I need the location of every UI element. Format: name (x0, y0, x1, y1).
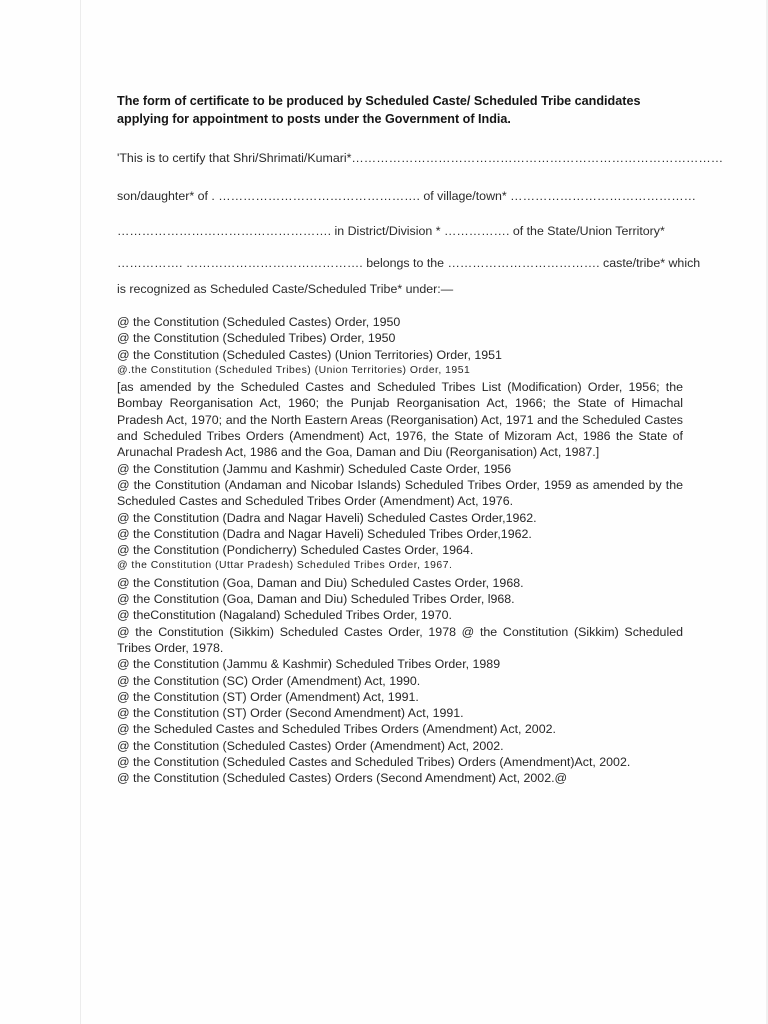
order-item: @ the Constitution (SC) Order (Amendment) Act, 1990. (117, 673, 421, 688)
form-line-caste-tribe: ……………. ……………………………………. belongs to the ………………………………. caste/tribe* which (117, 256, 701, 270)
order-item: @ the Constitution (Uttar Pradesh) Scheduled Tribes Order, 1967. (117, 560, 453, 572)
order-item: @ theConstitution (Nagaland) Scheduled Tribes Order, 1970. (117, 608, 452, 623)
order-item: @ the Constitution (Jammu and Kashmir) Scheduled Caste Order, 1956 (117, 461, 512, 476)
form-line-parent-village: son/daughter* of . …………………………………………. of village/town* ……………………………………… (117, 189, 697, 203)
form-heading: The form of certificate to be produced by Scheduled Caste/ Scheduled Tribe candidates applying for appointment to posts under the Government of India. (117, 94, 641, 126)
order-item: @ the Constitution (Scheduled Tribes) Order, 1950 (117, 331, 396, 346)
form-line-name: 'This is to certify that Shri/Shrimati/Kumari*……………………………………………………………………………… (117, 151, 724, 165)
scan-edge-left (80, 0, 81, 1024)
order-item: @ the Constitution (Dadra and Nagar Haveli) Scheduled Tribes Order,1962. (117, 526, 532, 541)
amendment-paragraph: [as amended by the Scheduled Castes and Scheduled Tribes List (Modification) Order, 1956; the Bombay Reorganisation Act, 1960; the Punjab Reorganisation Act, 1966; the State of Himachal Pradesh Act, 1970; and the North Eastern Areas (Reorganisation) Act, 1971 and the Scheduled Castes and Scheduled Tribes Orders (Amendment) Act, 1976, the State of Mizoram Act, 1986 the State of Arunachal Pradesh Act, 1986 and the Goa, Daman and Diu (Reorganisation) Act, 1987.] (117, 380, 683, 460)
order-item: @ the Constitution (Goa, Daman and Diu) Scheduled Castes Order, 1968. (117, 575, 524, 590)
order-item: @ the Constitution (Scheduled Castes and Scheduled Tribes) Orders (Amendment)Act, 2002. (117, 755, 631, 770)
form-line-recognized-under: is recognized as Scheduled Caste/Scheduled Tribe* under:— (117, 282, 454, 296)
certificate-content (117, 92, 724, 787)
order-item: @.the Constitution (Scheduled Tribes) (Union Territories) Order, 1951 (117, 364, 471, 376)
order-item: @ the Constitution (Sikkim) Scheduled Castes Order, 1978 @ the Constitution (Sikkim) Scheduled Tribes Order, 1978. (117, 624, 683, 655)
order-item: @ the Constitution (ST) Order (Amendment) Act, 1991. (117, 689, 419, 704)
form-line-district-state: ……………………………………………. in District/Division * ……………. of the State/Union Territory* (117, 224, 665, 238)
order-item: @ the Constitution (Scheduled Castes) Orders (Second Amendment) Act, 2002.@ (117, 771, 568, 786)
order-item: @ the Constitution (Pondicherry) Scheduled Castes Order, 1964. (117, 543, 474, 558)
order-item: @ the Constitution (Scheduled Castes) Order (Amendment) Act, 2002. (117, 738, 504, 753)
order-item: @ the Constitution (Andaman and Nicobar Islands) Scheduled Tribes Order, 1959 as amended by the Scheduled Castes and Scheduled Tribes Order (Amendment) Act, 1976. (117, 477, 683, 509)
order-item: @ the Constitution (Scheduled Castes) Order, 1950 (117, 315, 401, 329)
order-item: @ the Scheduled Castes and Scheduled Tribes Orders (Amendment) Act, 2002. (117, 722, 556, 737)
order-item: @ the Constitution (Jammu & Kashmir) Scheduled Tribes Order, 1989 (117, 657, 501, 672)
order-item: @ the Constitution (ST) Order (Second Amendment) Act, 1991. (117, 706, 464, 721)
orders-list (117, 314, 683, 787)
order-item: @ the Constitution (Dadra and Nagar Haveli) Scheduled Castes Order,1962. (117, 510, 537, 525)
order-item: @ the Constitution (Goa, Daman and Diu) Scheduled Tribes Order, l968. (117, 592, 515, 607)
order-item: @ the Constitution (Scheduled Castes) (Union Territories) Order, 1951 (117, 347, 502, 362)
